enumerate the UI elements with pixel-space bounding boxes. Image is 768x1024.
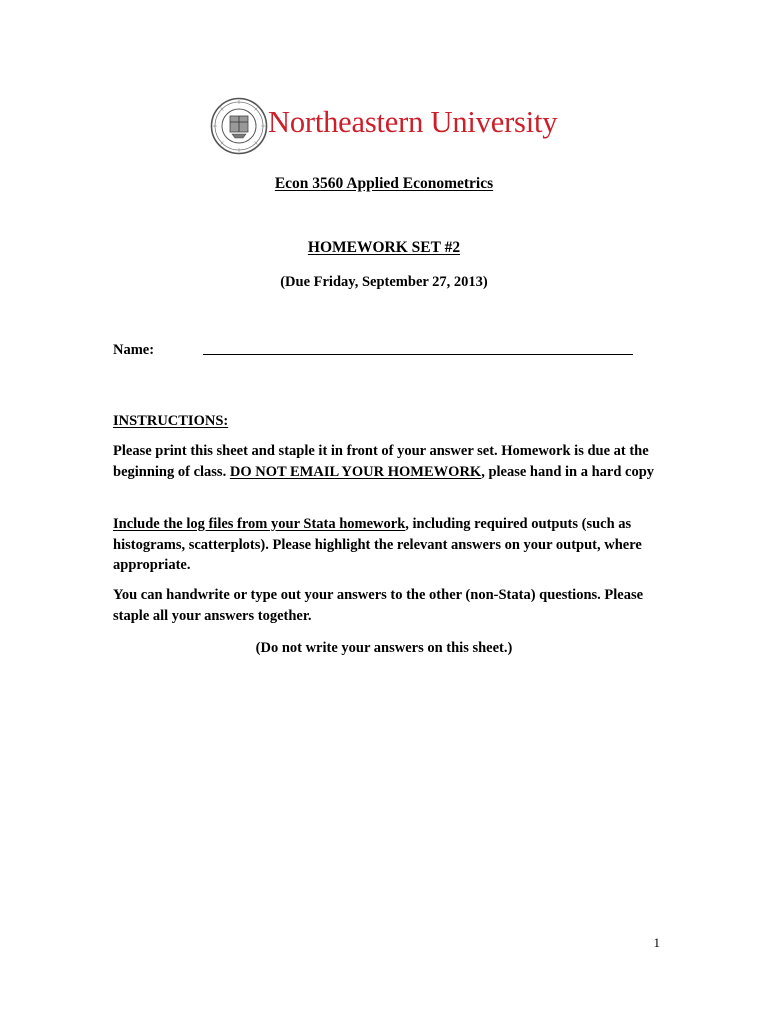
instruction-paragraph-print [113, 441, 673, 482]
university-seal-icon [210, 97, 268, 155]
name-blank-line [203, 354, 633, 355]
name-label: Name: [113, 342, 155, 358]
due-date: (Due Friday, September 27, 2013) [280, 274, 488, 290]
university-header [210, 97, 570, 157]
paragraph-text: Please print this sheet and staple it in front of your answer set. Homework is due at the beginning of class. [113, 443, 649, 480]
course-title-text: Econ 3560 Applied Econometrics [274, 175, 494, 192]
instruction-paragraph-handwrite: You can handwrite or type out your answers to the other (non-Stata) questions. Please staple all your answers together. [113, 587, 644, 624]
university-name: Northeastern University [268, 105, 558, 139]
homework-title-text: HOMEWORK SET #2 [307, 239, 461, 256]
paragraph-text: , please hand in a hard copy [481, 463, 655, 480]
course-title [0, 174, 768, 194]
page-number: 1 [653, 935, 660, 950]
instruction-paragraph-logs [113, 514, 673, 576]
paragraph-emphasis: Include the log files from your Stata homework [113, 516, 406, 532]
instruction-note: (Do not write your answers on this sheet.) [255, 640, 513, 656]
homework-title [0, 238, 768, 258]
instructions-heading-text: INSTRUCTIONS: [113, 413, 229, 429]
paragraph-emphasis: DO NOT EMAIL YOUR HOMEWORK [229, 463, 482, 480]
paragraph-text: , including required outputs (such as histograms, scatterplots). Please highlight the relevant answers on your output, where appropriate. [113, 516, 642, 573]
instructions-heading [113, 411, 228, 431]
